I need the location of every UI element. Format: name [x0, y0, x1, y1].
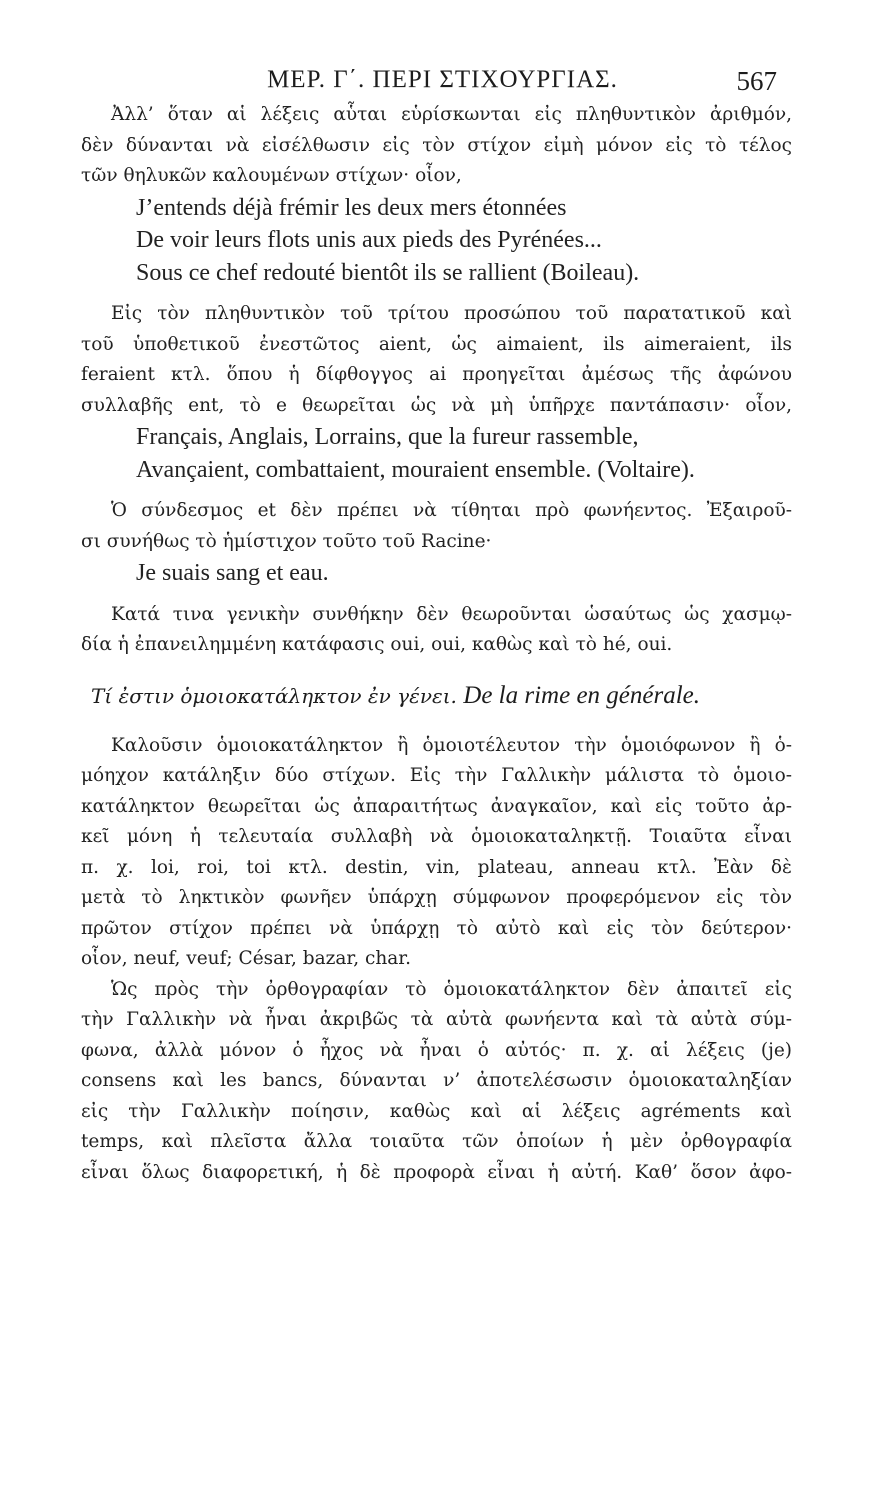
text-line: εἰς τὴν Γαλλικὴν ποίησιν, καθὼς καὶ αἱ λέξεις agréments καὶ — [81, 1100, 792, 1122]
section-heading — [81, 677, 792, 715]
verse-quote — [81, 192, 792, 290]
text-line: Ὡς πρὸς τὴν ὀρθογραφίαν τὸ ὁμοιοκατάληκτον δὲν ἀπαιτεῖ εἰς — [111, 978, 792, 1000]
text-line: σι συνήθως τὸ ἡμίστιχον τοῦτο τοῦ Racine· — [81, 530, 492, 552]
paragraph — [81, 731, 792, 975]
verse-line: Je suais sang et eau. — [136, 560, 329, 586]
verse-line: J’entends déjà frémir les deux mers étonnées — [136, 194, 567, 221]
verse-line: Avançaient, combattaient, mouraient ensemble. (Voltaire). — [136, 456, 695, 483]
text-line: Ἀλλ’ ὅταν αἱ λέξεις αὗται εὑρίσκωνται εἰς πληθυντικὸν ἀριθμόν, — [111, 104, 792, 125]
text-line: temps, καὶ πλεῖστα ἄλλα τοιαῦτα τῶν ὁποίων ἡ μὲν ὀρθογραφία — [81, 1131, 792, 1152]
text-line: πρῶτον στίχον πρέπει νὰ ὑπάρχῃ τὸ αὐτὸ καὶ εἰς τὸν δεύτερον· — [81, 917, 792, 939]
paragraph — [81, 100, 792, 192]
text-line: Ὁ σύνδεσμος et δὲν πρέπει νὰ τίθηται πρὸ φωνήεντος. Ἐξαιροῦ- — [111, 500, 792, 521]
text-line: συλλαβῆς ent, τὸ e θεωρεῖται ὡς νὰ μὴ ὑπῆρχε παντάπασιν· οἷον, — [81, 394, 792, 416]
text-line: δὲν δύνανται νὰ εἰσέλθωσιν εἰς τὸν στίχον εἰμὴ μόνον εἰς τὸ τέλος — [81, 134, 792, 156]
text-line: Κατά τινα γενικὴν συνθήκην δὲν θεωροῦνται ὡσαύτως ὡς χασμῳ- — [111, 603, 792, 625]
text-line: κεῖ μόνη ἡ τελευταία συλλαβὴ νὰ ὁμοιοκαταληκτῇ. Τοιαῦτα εἶναι — [81, 826, 792, 847]
text-line: δία ἡ ἐπανειλημμένη κατάφασις oui, oui, καθὼς καὶ τὸ hé, oui. — [81, 634, 673, 655]
text-line: feraient κτλ. ὅπου ἡ δίφθογγος ai προηγεῖται ἀμέσως τῆς ἀφώνου — [81, 364, 792, 385]
text-line: μετὰ τὸ ληκτικὸν φωνῆεν ὑπάρχῃ σύμφωνον προφερόμενον εἰς τὸν — [81, 887, 792, 908]
text-line: Καλοῦσιν ὁμοιοκατάληκτον ἢ ὁμοιοτέλευτον τὴν ὁμοιόφωνον ἢ ὁ- — [111, 734, 792, 756]
page-header — [0, 66, 885, 102]
page-number: 567 — [736, 66, 777, 96]
verse-line: Sous ce chef redouté bientôt ils se rallient (Boileau). — [136, 259, 640, 286]
text-line: οἷον, neuf, veuf; César, bazar, char. — [81, 948, 411, 969]
text-line: Εἰς τὸν πληθυντικὸν τοῦ τρίτου προσώπου τοῦ παρατατικοῦ καὶ — [111, 303, 792, 324]
page-body — [81, 100, 792, 1188]
paragraph — [81, 600, 792, 661]
text-line: εἶναι ὅλως διαφορετική, ἡ δὲ προφορὰ εἶναι ἡ αὐτή. Καθ’ ὅσον ἀφο- — [81, 1161, 792, 1183]
text-line: τὴν Γαλλικὴν νὰ ἦναι ἀκριβῶς τὰ αὐτὰ φωνήεντα καὶ τὰ αὐτὰ σύμ- — [81, 1009, 792, 1030]
verse-line: De voir leurs flots unis aux pieds des Pyrénées... — [136, 227, 602, 253]
text-line: τοῦ ὑποθετικοῦ ἐνεστῶτος aient, ὡς aimaient, ils aimeraient, ils — [81, 333, 792, 355]
paragraph — [81, 299, 792, 421]
paragraph — [81, 975, 792, 1189]
paragraph — [81, 496, 792, 557]
text-line: φωνα, ἀλλὰ μόνον ὁ ἦχος νὰ ἦναι ὁ αὐτός· π. χ. αἱ λέξεις (je) — [81, 1039, 792, 1061]
text-line: τῶν θηλυκῶν καλουμένων στίχων· οἷον, — [81, 165, 462, 186]
section-heading-french: De la rime en générale. — [463, 681, 701, 709]
verse-quote — [81, 421, 792, 486]
text-line: μόηχον κατάληξιν δύο στίχων. Εἰς τὴν Γαλλικὴν μάλιστα τὸ ὁμοιο- — [81, 765, 792, 786]
section-heading-greek: Τί ἐστιν ὁμοιοκατάληκτον ἐν γένει. — [91, 683, 457, 708]
text-line: consens καὶ les bancs, δύνανται ν’ ἀποτελέσωσιν ὁμοιοκαταληξίαν — [81, 1070, 792, 1091]
verse-line: Français, Anglais, Lorrains, que la fureur rassemble, — [136, 424, 639, 450]
text-line: κατάληκτον θεωρεῖται ὡς ἀπαραιτήτως ἀναγκαῖον, καὶ εἰς τοῦτο ἀρ- — [81, 795, 792, 817]
running-title: ΜΕΡ. Γ΄. ΠΕΡΙ ΣΤΙΧΟΥΡΓΙΑΣ. — [267, 66, 618, 93]
text-line: π. χ. loi, roi, toi κτλ. destin, vin, plateau, anneau κτλ. Ἐὰν δὲ — [81, 856, 792, 878]
